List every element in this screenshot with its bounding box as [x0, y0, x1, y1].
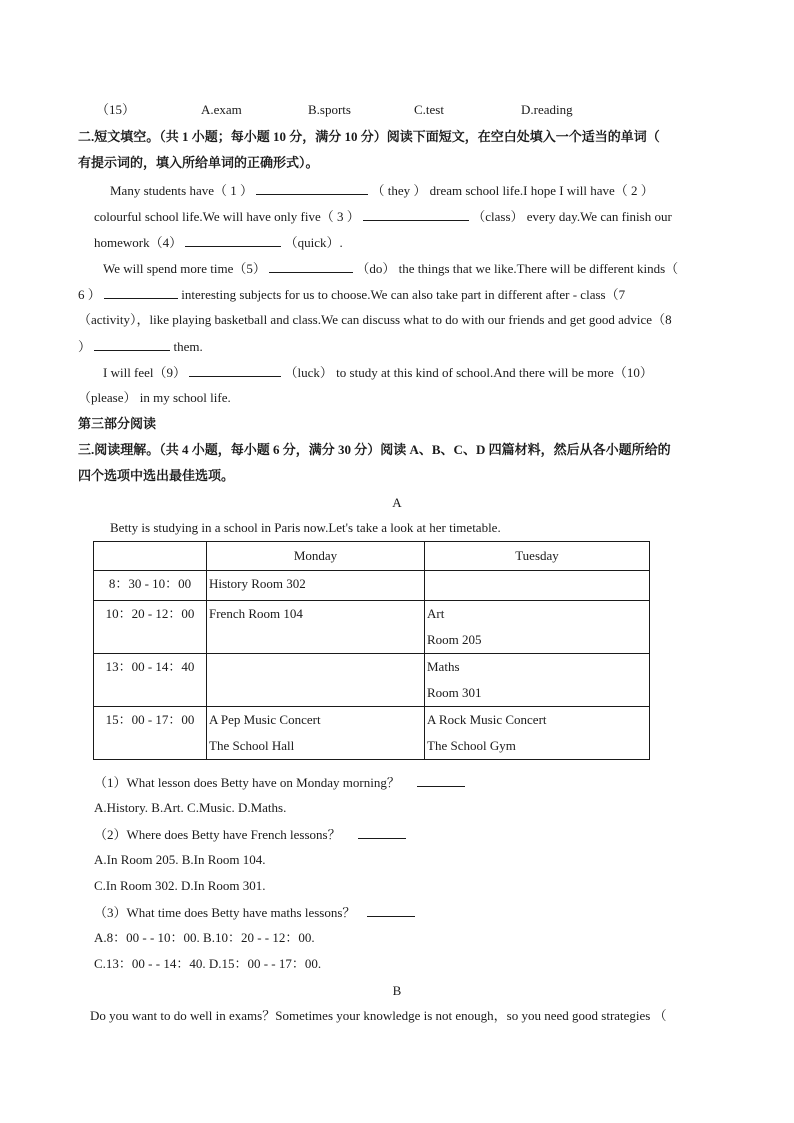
cloze-line: （activity），like playing basketball and class.We can discuss what to do with our friends and get good advice（8 [78, 312, 672, 327]
cloze-line [110, 182, 654, 199]
question-3 [94, 904, 415, 921]
cell-text: Room 301 [427, 685, 482, 700]
question-text: （1）What lesson does Betty have on Monday morning？ [94, 775, 400, 790]
cell-text: A Rock Music Concert [427, 712, 547, 727]
passage-b-label: B [392, 983, 402, 998]
cloze-text: （class） every day.We can finish our [472, 209, 672, 224]
q15-option-b: B.sports [308, 102, 351, 117]
cloze-line [103, 260, 678, 277]
time-cell: 8：30 - 10：00 [94, 571, 207, 601]
cloze-text: 6 ） [78, 287, 101, 302]
passage-a-intro: Betty is studying in a school in Paris now.Let's take a look at her timetable. [110, 520, 501, 535]
blank-4[interactable] [185, 234, 281, 247]
cloze-text: （luck） to study at this kind of school.And there will be more（10） [284, 365, 653, 380]
cloze-text: Many students have（ 1 ） [110, 183, 253, 198]
answer-blank[interactable] [367, 904, 415, 917]
q15-number: （15） [96, 102, 136, 117]
cloze-text: interesting subjects for us to choose.We can also take part in different after - class（7 [181, 287, 626, 302]
blank-8[interactable] [94, 338, 170, 351]
cell-text: Maths [427, 659, 460, 674]
cloze-text: We will spend more time（5） [103, 261, 266, 276]
cloze-text: colourful school life.We will have only five（ 3 ） [94, 209, 360, 224]
tuesday-cell [425, 571, 650, 601]
section2-heading-cont: 有提示词的，填入所给单词的正确形式）。 [78, 155, 319, 170]
question-1-options: A.History. B.Art. C.Music. D.Maths. [94, 800, 287, 815]
cloze-text: （do） the things that we like.There will be different kinds（ [356, 261, 679, 276]
table-row [94, 654, 650, 707]
cell-text: Art [427, 606, 445, 621]
timetable-header-row [94, 542, 650, 571]
section3-heading-cont: 四个选项中选出最佳选项。 [78, 468, 235, 483]
section2-heading: 二.短文填空。（共 1 小题；每小题 10 分，满分 10 分）阅读下面短文，在空白处填入一个适当的单词（ [78, 129, 660, 144]
cloze-text: （quick）. [284, 235, 343, 250]
header-tuesday: Tuesday [425, 542, 650, 571]
blank-3[interactable] [363, 208, 469, 221]
cell-text: The School Gym [427, 738, 516, 753]
tuesday-cell [425, 707, 650, 760]
header-monday: Monday [207, 542, 425, 571]
cell-text: French Room 104 [209, 606, 303, 621]
question-3-options: A.8：00 - - 10：00. B.10：20 - - 12：00. [94, 930, 315, 945]
monday-cell [207, 601, 425, 654]
question-3-options: C.13：00 - - 14：40. D.15：00 - - 17：00. [94, 956, 322, 971]
cloze-line [78, 286, 625, 303]
cloze-text: I will feel（9） [103, 365, 187, 380]
cloze-text: （ they ） dream school life.I hope I will have（ 2 ） [371, 183, 654, 198]
blank-5[interactable] [269, 260, 353, 273]
cell-text: A Pep Music Concert [209, 712, 321, 727]
cloze-text: them. [173, 339, 203, 354]
q15-option-d: D.reading [521, 102, 573, 117]
passage-b-text: Do you want to do well in exams？Sometimes your knowledge is not enough，so you need good strategies （ [90, 1008, 667, 1023]
answer-blank[interactable] [417, 774, 465, 787]
question-2 [94, 826, 406, 843]
monday-cell [207, 571, 425, 601]
question-text: （2）Where does Betty have French lessons？ [94, 827, 341, 842]
monday-cell [207, 707, 425, 760]
question-2-options: A.In Room 205. B.In Room 104. [94, 852, 266, 867]
question-text: （3）What time does Betty have maths lessons？ [94, 905, 356, 920]
q15-option-c: C.test [414, 102, 444, 117]
cloze-text: ） [78, 339, 92, 354]
question-1 [94, 774, 465, 791]
q15-option-a: A.exam [201, 102, 242, 117]
answer-blank[interactable] [358, 826, 406, 839]
blank-6[interactable] [104, 286, 178, 299]
cloze-line [103, 364, 653, 381]
question-2-options: C.In Room 302. D.In Room 301. [94, 878, 266, 893]
section3-heading: 三.阅读理解。（共 4 小题，每小题 6 分，满分 30 分）阅读 A、B、C、D 四篇材料，然后从各小题所给的 [78, 442, 671, 457]
cell-text: The School Hall [209, 738, 295, 753]
cloze-line [94, 208, 672, 225]
part3-title: 第三部分阅读 [78, 416, 157, 431]
time-cell: 13：00 - 14：40 [94, 654, 207, 707]
cloze-text: homework（4） [94, 235, 183, 250]
passage-a-label: A [392, 495, 402, 510]
tuesday-cell [425, 601, 650, 654]
timetable [93, 541, 650, 760]
cloze-line: （please） in my school life. [78, 390, 231, 405]
monday-cell [207, 654, 425, 707]
cloze-line [78, 338, 203, 355]
blank-9[interactable] [189, 364, 281, 377]
tuesday-cell [425, 654, 650, 707]
time-cell: 10：20 - 12：00 [94, 601, 207, 654]
time-cell: 15：00 - 17：00 [94, 707, 207, 760]
cell-text: History Room 302 [209, 576, 306, 591]
table-row [94, 601, 650, 654]
table-row [94, 571, 650, 601]
header-empty [94, 542, 207, 571]
cloze-line [94, 234, 343, 251]
table-row [94, 707, 650, 760]
cell-text: Room 205 [427, 632, 482, 647]
blank-1[interactable] [256, 182, 368, 195]
